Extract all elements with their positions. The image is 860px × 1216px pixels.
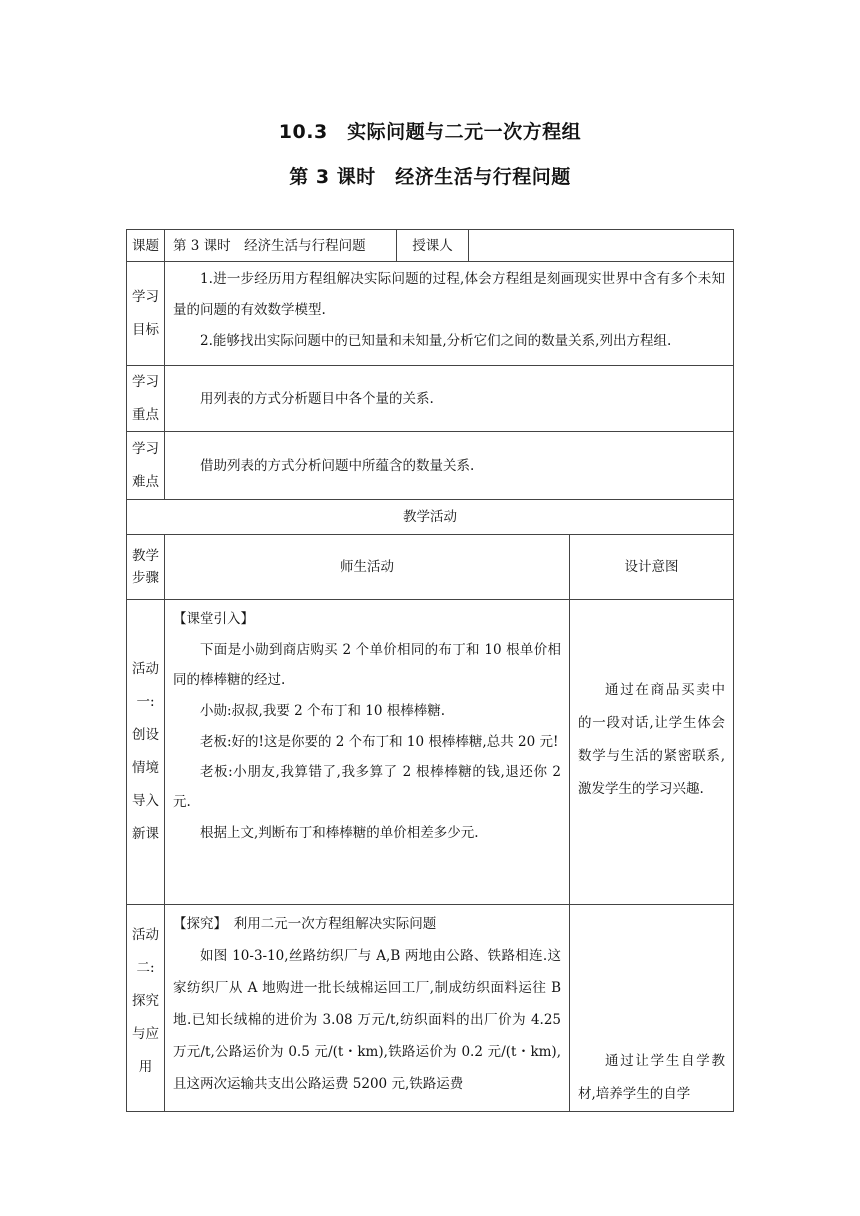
activity1-intent-text: 通过在商品买卖中的一段对话,让学生体会数学与生活的紧密联系,激发学生的学习兴趣. (578, 682, 725, 797)
key-points-label (126, 365, 165, 432)
goals-label-text: 学习目标 (132, 288, 159, 338)
goal-item: 1.进一步经历用方程组解决实际问题的过程,体会方程组是刻画现实世界中含有多个未知量的问题的有效数学模型. (173, 271, 725, 318)
activity1-intent (569, 599, 734, 905)
activities-header: 教学活动 (126, 499, 734, 535)
key-points-text: 用列表的方式分析题目中各个量的关系. (200, 390, 434, 407)
goal-item: 2.能够找出实际问题中的已知量和未知量,分析它们之间的数量关系,列出方程组. (200, 333, 672, 349)
topic-value: 第 3 课时 经济生活与行程问题 (164, 229, 397, 262)
activity2-intent (569, 904, 734, 1112)
activity1-paragraph: 下面是小勋到商店购买 2 个单价相同的布丁和 10 根单价相同的棒棒糖的经过. (173, 642, 561, 688)
document-title: 10.3 实际问题与二元一次方程组 (278, 121, 582, 143)
activity1-content (164, 599, 570, 905)
key-points-label-text: 学习重点 (132, 373, 159, 423)
activity1-paragraph: 小勋:叔叔,我要 2 个布丁和 10 根棒棒糖. (200, 703, 446, 719)
steps-column-header-text: 教学步骤 (132, 548, 159, 586)
difficulties-content (164, 431, 734, 500)
difficulties-text: 借助列表的方式分析问题中所蕴含的数量关系. (200, 457, 475, 474)
activity2-label-text: 活动二:探究与应用 (132, 927, 159, 1075)
key-points-content (164, 365, 734, 432)
activity1-label-text: 活动一:创设情境导入新课 (132, 661, 159, 842)
activity-column-header: 师生活动 (164, 534, 570, 600)
activity2-heading: 【探究】 利用二元一次方程组解决实际问题 (173, 916, 437, 932)
activity1-paragraph: 老板:小朋友,我算错了,我多算了 2 根棒棒糖的钱,退还你 2 元. (173, 764, 561, 810)
teacher-label: 授课人 (396, 229, 469, 262)
activity1-paragraph: 老板:好的!这是你要的 2 个布丁和 10 根棒棒糖,总共 20 元! (200, 734, 559, 750)
topic-label: 课题 (126, 229, 165, 262)
activity2-paragraph: 如图 10-3-10,丝路纺织厂与 A,B 两地由公路、铁路相连.这家纺织厂从 A 地购进一批长绒棉运回工厂,制成纺织面料运往 B 地.已知长绒棉的进价为 3.08 万元/t,纺织面料的出厂价为 4.25 万元/t,公路运价为 0.5 元/(t・km),铁路运价为 0.2 元/(t・km),且这两次运输共支出公路运费 5200 元,铁路运费 (173, 948, 561, 1092)
activity1-paragraph: 根据上文,判断布丁和棒棒糖的单价相差多少元. (200, 825, 479, 841)
document-subtitle: 第 3 课时 经济生活与行程问题 (289, 166, 571, 188)
goals-label (126, 261, 165, 366)
teacher-value (468, 229, 734, 262)
activity2-content (164, 904, 570, 1112)
activity1-label (126, 599, 165, 905)
activity2-label (126, 904, 165, 1112)
difficulties-label-text: 学习难点 (132, 440, 159, 490)
intent-column-header: 设计意图 (569, 534, 734, 600)
activity2-intent-text: 通过让学生自学教材,培养学生的自学 (578, 1053, 725, 1102)
difficulties-label (126, 431, 165, 500)
steps-column-header (126, 534, 165, 600)
goals-content (164, 261, 734, 366)
activity1-heading: 【课堂引入】 (173, 611, 254, 627)
